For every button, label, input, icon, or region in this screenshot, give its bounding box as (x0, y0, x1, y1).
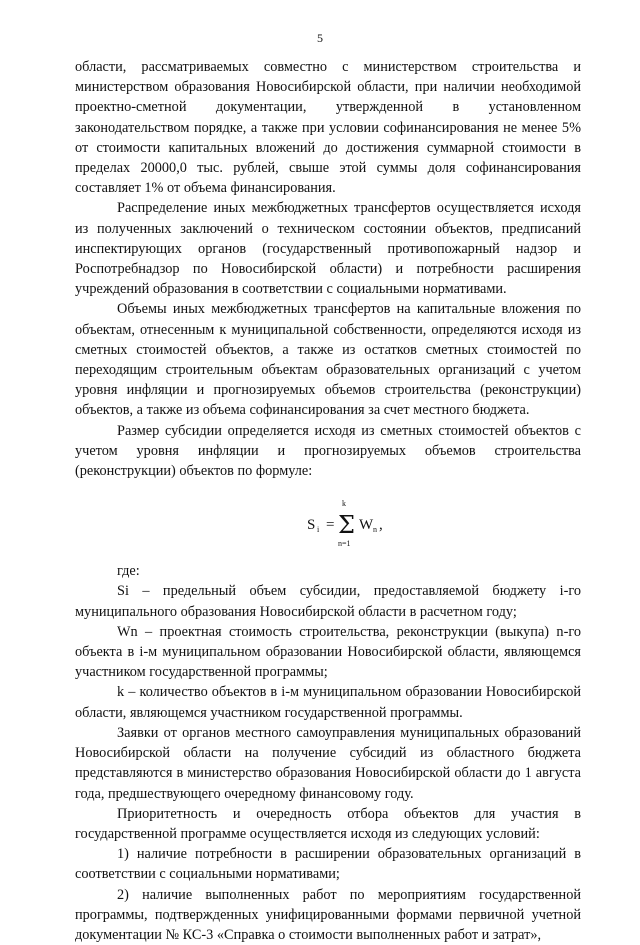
formula-sum-symbol: Σ (338, 511, 355, 540)
page-number: 5 (317, 31, 323, 45)
formula-term-subscript: n (373, 525, 377, 535)
formula-trailing-comma: , (379, 517, 383, 534)
paragraph-transfer-volumes: Объемы иных межбюджетных трансфертов на капитальные вложения по объектам, отнесенным к муниципальной собственности, определяются исходя из сметных стоимостей объектов, а также из остатков сметных стоимостей по переходящим строительным объектам образовательных организаций с учетом уровня инфляции и прогнозируемых объемов строительства (реконструкции) объектов, а также из объема софинансирования за счет местного бюджета. (75, 301, 581, 419)
condition-1: 1) наличие потребности в расширении образовательных организаций в соответствии с социальными нормативами; (75, 846, 581, 883)
paragraph-subsidy-size: Размер субсидии определяется исходя из сметных стоимостей объектов с учетом уровня инфляции и прогнозируемых объемов строительства (реконструкции) объектов по формуле: (75, 422, 581, 480)
definition-si: Si – предельный объем субсидии, предоставляемой бюджету i-го муниципального образования Новосибирской области в расчетном году; (75, 583, 581, 620)
formula-lower-limit: n=1 (338, 539, 351, 549)
formula-term: W (359, 517, 374, 534)
formula-upper-limit: k (342, 499, 346, 509)
condition-2: 2) наличие выполненных работ по мероприятиям государственной программы, подтвержденных унифицированными формами первичной учетной документации № КС-3 «Справка о стоимости выполненных работ и затрат», (75, 886, 581, 943)
paragraph-applications: Заявки от органов местного самоуправления муниципальных образований Новосибирской области на получение субсидий из областного бюджета представляются в министерство образования Новосибирской области до 1 августа года, предшествующего очередному финансовому году. (75, 724, 581, 802)
formula-lhs: S (307, 517, 316, 534)
definition-k: k – количество объектов в i-м муниципальном образовании Новосибирской области, являющемся участником государственной программы. (75, 684, 581, 721)
subsidy-formula (75, 487, 581, 559)
definition-wn: Wn – проектная стоимость строительства, реконструкции (выкупа) n-го объекта в i-м муниципальном образовании Новосибирской области, являющемся участником государственной программы; (75, 623, 581, 681)
formula-graphic (303, 487, 423, 559)
where-label: где: (117, 563, 140, 580)
paragraph-continuation: области, рассматриваемых совместно с министерством строительства и министерством образования Новосибирской области, при наличии необходимой проектно-сметной документации, утвержденной в установленном законодательством порядке, а также при условии софинансирования не менее 5% от стоимости капитальных вложений до достижения суммарной стоимости в пределах 20000,0 тыс. рублей, свыше этой суммы доля софинансирования составляет 1% от объема финансирования. (75, 59, 581, 197)
formula-lhs-subscript: i (317, 525, 320, 535)
paragraph-transfer-distribution: Распределение иных межбюджетных трансфертов осуществляется исходя из полученных заключений о техническом состоянии объектов, предписаний инспектирующих органов (государственный противопожарный надзор и Роспотребнадзор по Новосибирской области) и потребности расширения учреждений образования в соответствии с социальными нормативами. (75, 200, 581, 298)
paragraph-priority: Приоритетность и очередность отбора объектов для участия в государственной программе осуществляется исходя из следующих условий: (75, 805, 581, 842)
formula-equals: = (326, 517, 335, 534)
document-body (75, 57, 581, 945)
